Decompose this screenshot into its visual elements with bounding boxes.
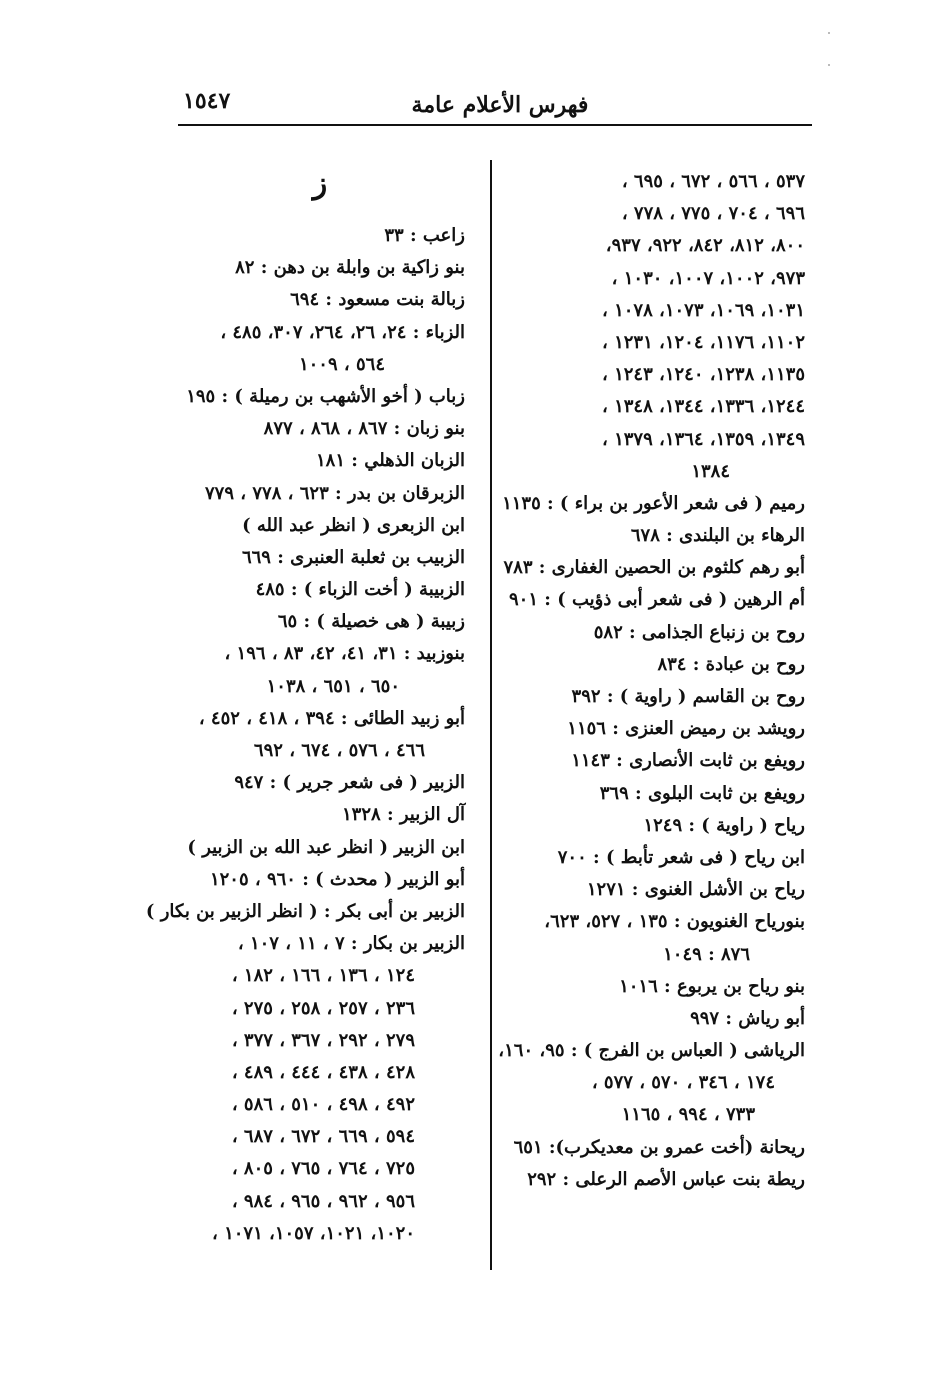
index-entry-continuation: ٩٥٦ ، ٩٦٢ ، ٩٦٥ ، ٩٨٤ ، [231, 1190, 415, 1212]
index-entry: رميم ( فى شعر الأعور بن براء ) : ١١٣٥ [502, 492, 805, 514]
index-entry: رويفع بن ثابت الأنصارى : ١١٤٣ [571, 750, 805, 772]
index-entry-continuation: ٢٧٩ ، ٢٩٢ ، ٣٦٧ ، ٣٧٧ ، [231, 1029, 415, 1051]
index-entry-continuation: ٨٧٦ : ١٠٤٩ [663, 943, 750, 965]
index-entry-continuation: ١٠٢٠، ١٠٢١، ١٠٥٧، ١٠٧١ ، [212, 1222, 415, 1244]
index-entry: الزبير ( فى شعر جرير ) : ٩٤٧ [234, 772, 465, 794]
running-title: فهرس الأعلام عامة [411, 92, 589, 118]
index-entry: زبالة بنت مسعود : ٦٩٤ [290, 289, 465, 311]
index-entry: ١١٠٢، ١١٧٦، ١٢٠٤، ١٢٣١ ، [602, 331, 805, 353]
index-entry-continuation: ٢٣٦ ، ٢٥٧ ، ٢٥٨ ، ٢٧٥ ، [231, 997, 415, 1019]
page-number: ١٥٤٧ [183, 88, 231, 114]
index-entry: ابن الزبير ( انظر عبد الله بن الزبير ) [187, 836, 465, 858]
index-entry: ريحانة (أخت عمرو بن معديكرب): ٦٥١ [513, 1136, 805, 1158]
index-entry: زاعب : ٣٣ [384, 225, 465, 246]
index-entry: الرياشى ( العباس بن الفرج ) : ٩٥، ١٦٠، [498, 1040, 805, 1062]
index-entry: أبو رياش : ٩٩٧ [690, 1007, 805, 1029]
index-entry: ٨٠٠، ٨١٢، ٨٤٢، ٩٢٢، ٩٣٧، [605, 235, 805, 257]
index-entry: الرهاء بن البلندى : ٦٧٨ [630, 525, 805, 547]
index-entry-continuation: ٤٢٨ ، ٤٣٨ ، ٤٤٤ ، ٤٨٩ ، [231, 1061, 415, 1083]
index-entry: بنو زبان : ٨٦٧ ، ٨٦٨ ، ٨٧٧ [263, 418, 465, 440]
index-entry: ٩٧٣، ١٠٠٢، ١٠٠٧، ١٠٣٠ ، [611, 267, 805, 289]
index-entry: ١٠٣١، ١٠٦٩، ١٠٧٣، ١٠٧٨ ، [602, 299, 805, 321]
index-entry-continuation: ٧٢٥ ، ٧٦٤ ، ٧٦٥ ، ٨٠٥ ، [231, 1158, 415, 1180]
index-entry: روح بن زنباع الجذامى : ٥٨٢ [593, 621, 805, 643]
index-entry: الزبير بن بكار : ٧ ، ١١ ، ١٠٧ ، [237, 933, 465, 955]
index-entry: بنورياح الغنويون : ١٣٥ ، ٥٢٧، ٦٢٣، [544, 911, 805, 933]
index-entry: بنوزبيد : ٣١، ٤١، ٤٢، ٨٣ ، ١٩٦ ، [224, 643, 465, 665]
section-letter: ز [312, 166, 328, 201]
index-entry: ابن الزبعرى ( انظر عبد الله ) [242, 514, 465, 536]
index-entry: ٦٩٦ ، ٧٠٤ ، ٧٧٥ ، ٧٧٨ ، [621, 203, 805, 225]
index-entry: رياح بن الأشل الغنوى : ١٢٧١ [586, 879, 805, 901]
index-entry: ١٣٤٩، ١٣٥٩، ١٣٦٤، ١٣٧٩ ، [602, 428, 805, 450]
left-column [145, 220, 465, 1250]
index-entry: زبيبة ( هى خصيلة ) : ٦٥ [277, 611, 465, 633]
header-rule [178, 124, 812, 126]
index-entry: الزبرقان بن بدر : ٦٢٣ ، ٧٧٨ ، ٧٧٩ [205, 482, 465, 504]
index-entry: ٥٣٧ ، ٥٦٦ ، ٦٧٢ ، ٦٩٥ ، [621, 171, 805, 192]
index-entry-continuation: ٧٣٣ ، ٩٩٤ ، ١١٦٥ [621, 1104, 755, 1126]
index-entry-continuation: ١٧٤ ، ٣٤٦ ، ٥٧٠ ، ٥٧٧ ، [591, 1072, 775, 1094]
index-entry: زباب ( أخو الأشهب بن رميلة ) : ١٩٥ [186, 385, 465, 407]
index-entry: أم الرهين ( فى شعر أبى ذؤيب ) : ٩٠١ [509, 589, 805, 611]
right-column [498, 166, 805, 1196]
index-entry: رويفع بن ثابت البلوى : ٣٦٩ [599, 782, 805, 804]
index-entry-continuation: ٦٥٠ ، ٦٥١ ، ١٠٣٨ [266, 675, 400, 697]
index-entry: آل الزبير : ١٣٢٨ [342, 804, 465, 826]
index-entry-continuation: ١٣٨٤ [691, 460, 730, 482]
index-entry: أبو زبيد الطائى : ٣٩٤ ، ٤١٨ ، ٤٥٢ ، [198, 707, 465, 729]
index-entry: الزبير بن أبى بكر : ( انظر الزبير بن بكار ) [145, 900, 465, 922]
column-rule [490, 160, 492, 1270]
index-entry: الزبان الذهلي : ١٨١ [316, 450, 465, 472]
index-entry-continuation: ٥٦٤ ، ١٠٠٩ [298, 353, 385, 375]
index-entry: الزباء : ٢٤، ٢٦، ٢٦٤، ٣٠٧، ٤٨٥ ، [220, 321, 465, 343]
index-entry: رياح ( راوية ) : ١٢٤٩ [643, 814, 805, 836]
index-entry: ريطة بنت عباس الأصم الرعلى : ٢٩٢ [527, 1168, 805, 1190]
index-entry: ١١٣٥، ١٢٣٨، ١٢٤٠، ١٢٤٣ ، [602, 364, 805, 386]
index-entry: الزبيبة ( أخت الزباء ) : ٤٨٥ [255, 579, 465, 601]
index-entry-continuation: ١٢٤ ، ١٣٦ ، ١٦٦ ، ١٨٢ ، [231, 965, 415, 987]
index-entry-continuation: ٤٩٢ ، ٤٩٨ ، ٥١٠ ، ٥٨٦ ، [231, 1094, 415, 1116]
index-entry: بنو رياح بن يربوع : ١٠١٦ [619, 975, 805, 997]
scan-speck [828, 32, 830, 34]
index-entry-continuation: ٥٩٤ ، ٦٦٩ ، ٦٧٢ ، ٦٨٧ ، [231, 1126, 415, 1148]
index-entry-continuation: ٤٦٦ ، ٥٧٦ ، ٦٧٤ ، ٦٩٢ [253, 740, 425, 761]
index-entry: ابن رياح ( فى شعر تأبط ) : ٧٠٠ [557, 846, 805, 868]
index-entry: أبو الزبير ( محدث ) : ٩٦٠ ، ١٢٠٥ [209, 868, 465, 890]
index-entry: أبو رهم كلثوم بن الحصين الغفارى : ٧٨٣ [503, 557, 805, 579]
scan-speck [828, 64, 830, 66]
index-entry: روح بن عبادة : ٨٣٤ [657, 653, 805, 675]
index-entry: روح بن القاسم ( راوية ) : ٣٩٢ [571, 686, 805, 707]
index-entry: رويشد بن رميض العنزى : ١١٥٦ [567, 718, 805, 740]
index-entry: الزبيب بن ثعلبة العنبرى : ٦٦٩ [241, 546, 465, 568]
index-entry: بنو زاكية بن وابلة بن دهن : ٨٢ [235, 257, 465, 279]
index-entry: ١٢٤٤، ١٣٣٦، ١٣٤٤، ١٣٤٨ ، [602, 396, 805, 418]
